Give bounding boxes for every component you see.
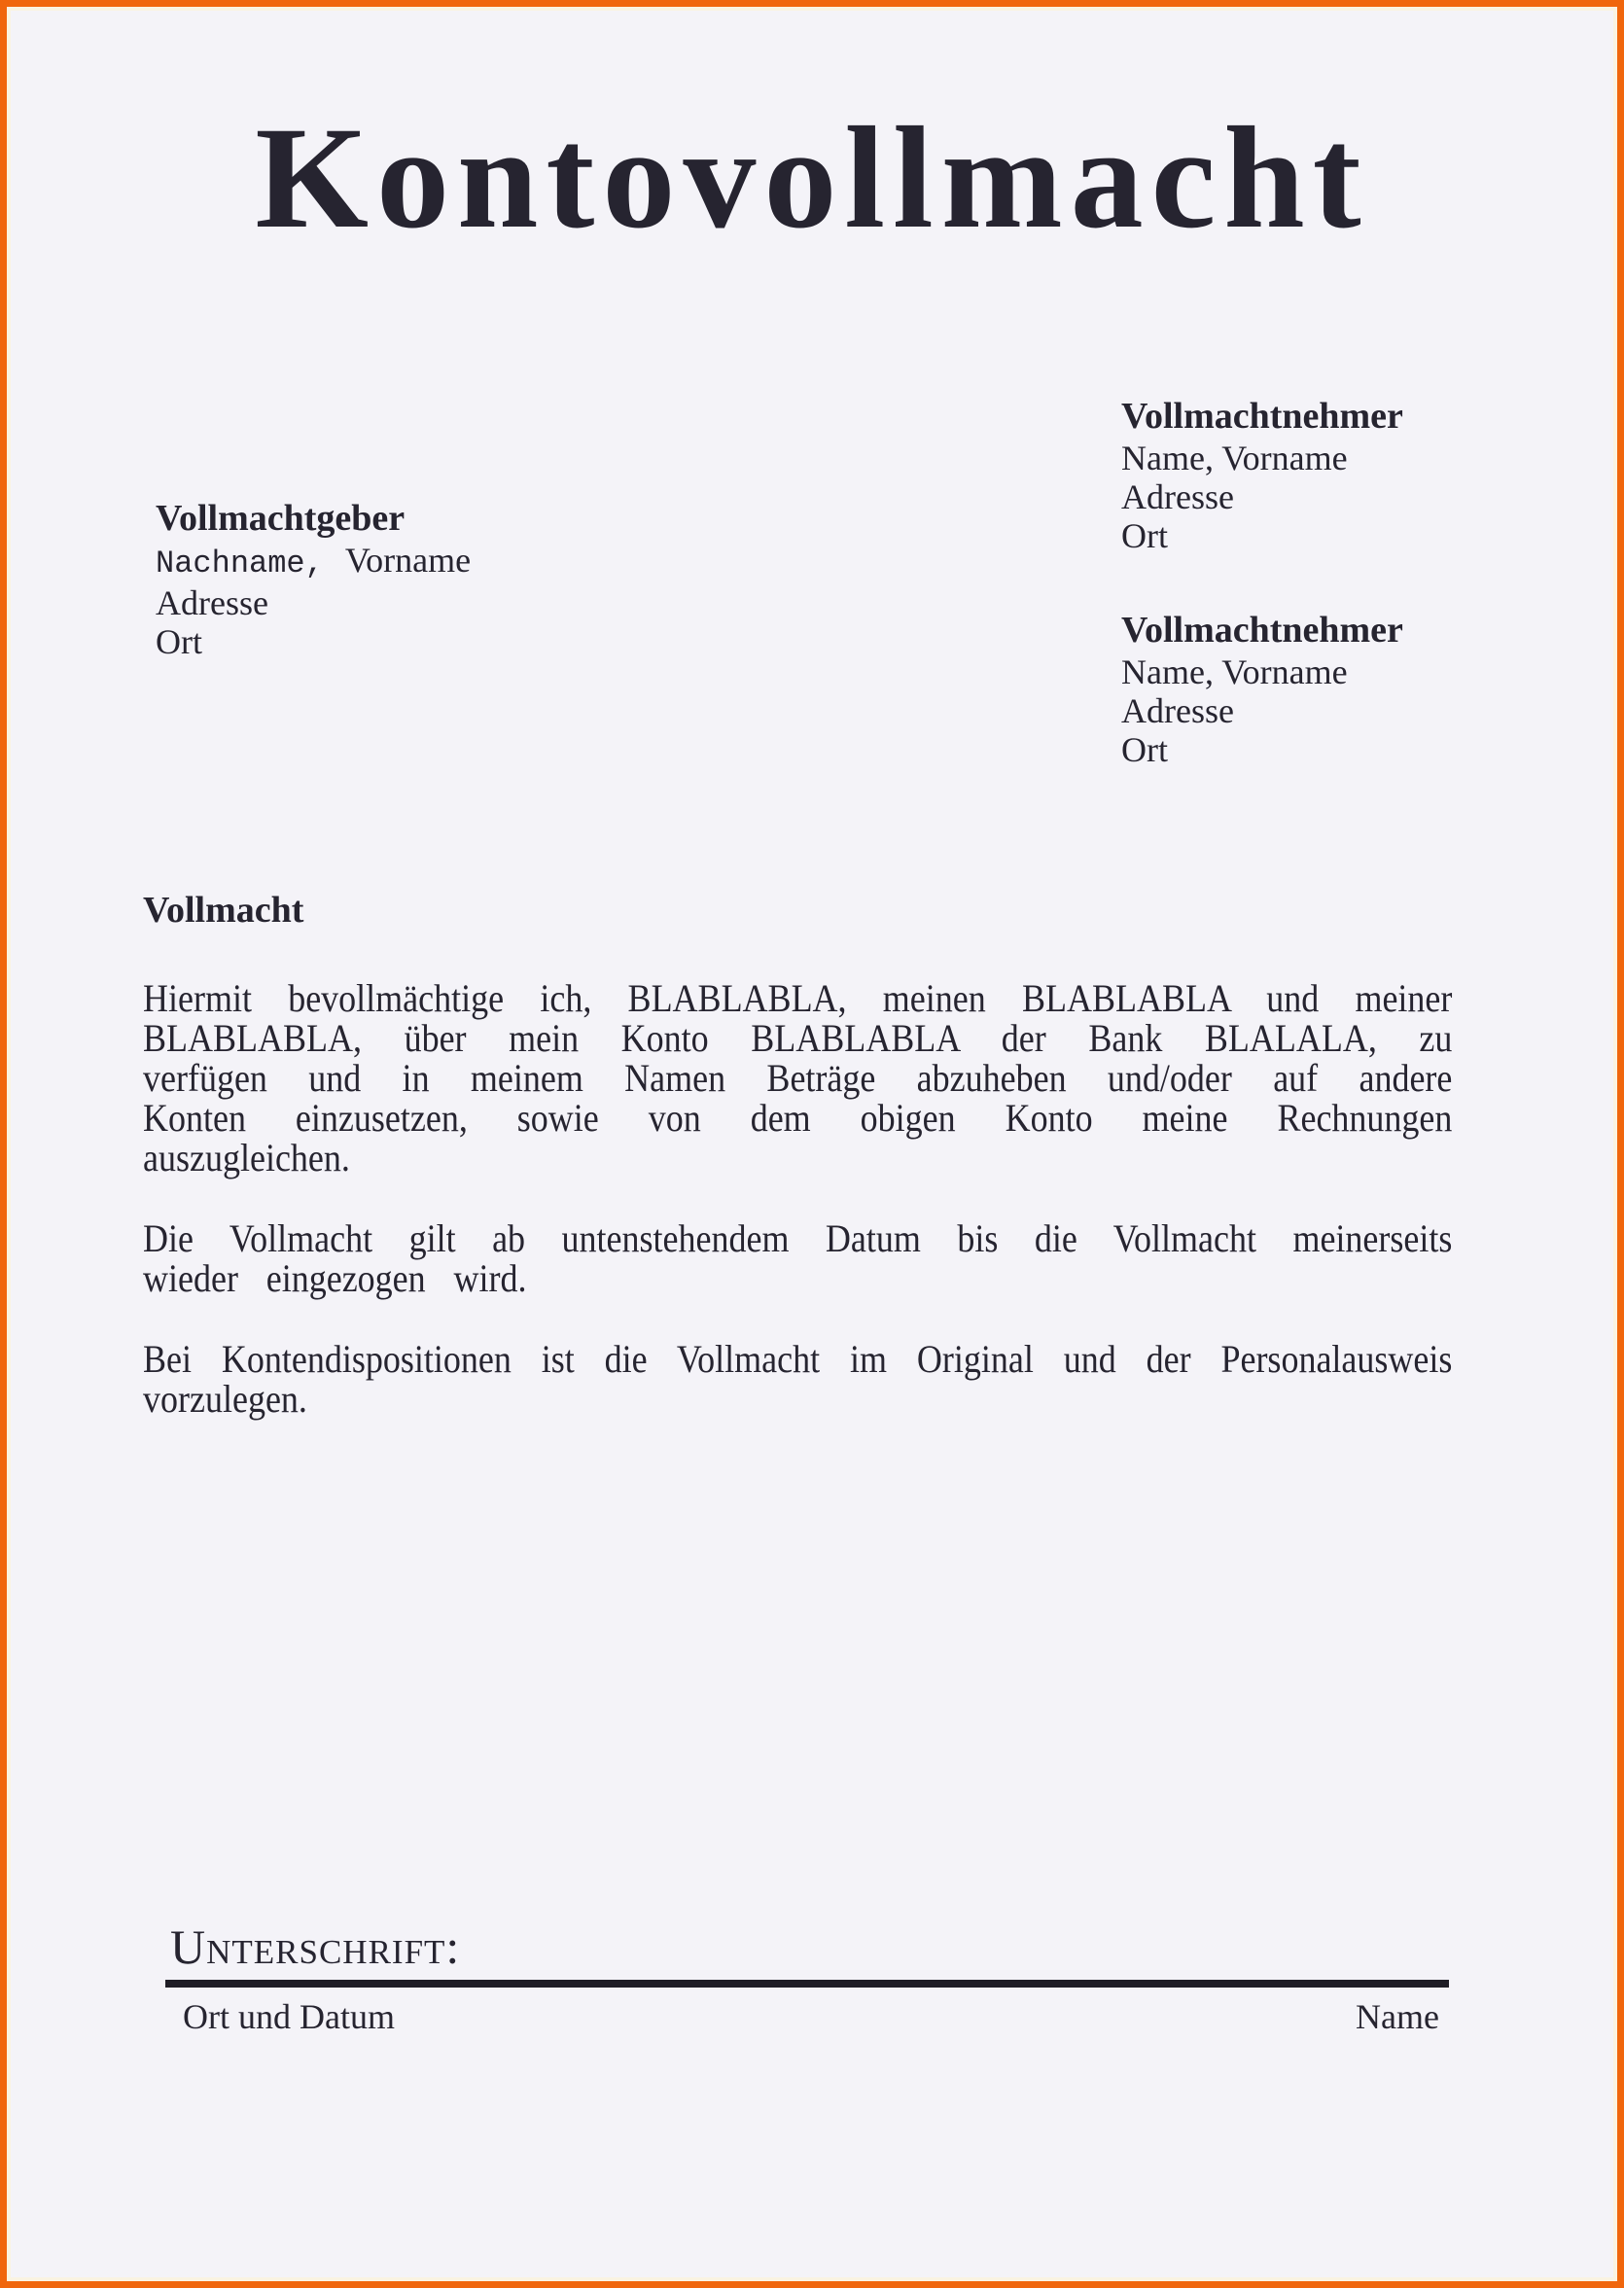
vollmachtnehmer-block-1 [1121,394,1403,555]
signature-name-caption: Name [1356,1997,1439,2036]
vollmacht-paragraph-3: Bei Kontendispositionen ist die Vollmacht im Original und der Personalausweis vorzulegen. [143,1337,1453,1421]
vollmachtgeber-name-line [156,541,471,583]
vollmacht-paragraph-1: Hiermit bevollmächtige ich, BLABLABLA, meinen BLABLABLA und meiner BLABLABLA, über mein Konto BLABLABLA der Bank BLALALA, zu verfügen und in meinem Namen Beträge abzuheben und/oder auf andere Konten einzusetzen, sowie von dem obigen Konto meine Rechnungen auszugleichen. [143,976,1453,1179]
page-content [11,11,1613,2277]
document-title: Kontovollmacht [255,97,1369,259]
vollmachtnehmer-block-2 [1121,608,1403,769]
vollmacht-section-heading: Vollmacht [143,890,304,931]
vollmachtnehmer-1-heading: Vollmachtnehmer [1121,396,1403,437]
page-frame [7,7,1617,2281]
vollmachtnehmer-2-adresse: Adresse [1121,691,1234,730]
signature-captions [183,1997,1439,2036]
vollmachtnehmer-2-heading: Vollmachtnehmer [1121,610,1403,651]
vollmacht-body [143,978,1452,1460]
signature-line [165,1980,1449,1988]
vollmachtnehmer-1-adresse: Adresse [1121,477,1234,516]
signature-ort-datum-caption: Ort und Datum [183,1997,395,2036]
vollmachtnehmer-2-ort: Ort [1121,730,1168,769]
vollmachtnehmer-1-name: Name, Vorname [1121,439,1348,477]
signature-label: Unterschrift: [170,1919,461,1974]
vollmacht-paragraph-2: Die Vollmacht gilt ab untenstehendem Datum bis die Vollmacht meinerseits wieder eingezogen wird. [143,1216,1453,1300]
vollmachtnehmer-2-name: Name, Vorname [1121,652,1348,691]
vollmachtgeber-adresse: Adresse [156,583,268,622]
vollmachtgeber-nachname: Nachname, [156,546,324,581]
vollmachtgeber-block [156,496,471,661]
vollmachtgeber-vorname: Vorname [344,541,472,580]
vollmachtnehmer-1-ort: Ort [1121,516,1168,555]
vollmachtgeber-ort: Ort [156,622,202,661]
vollmachtgeber-heading: Vollmachtgeber [156,498,406,539]
